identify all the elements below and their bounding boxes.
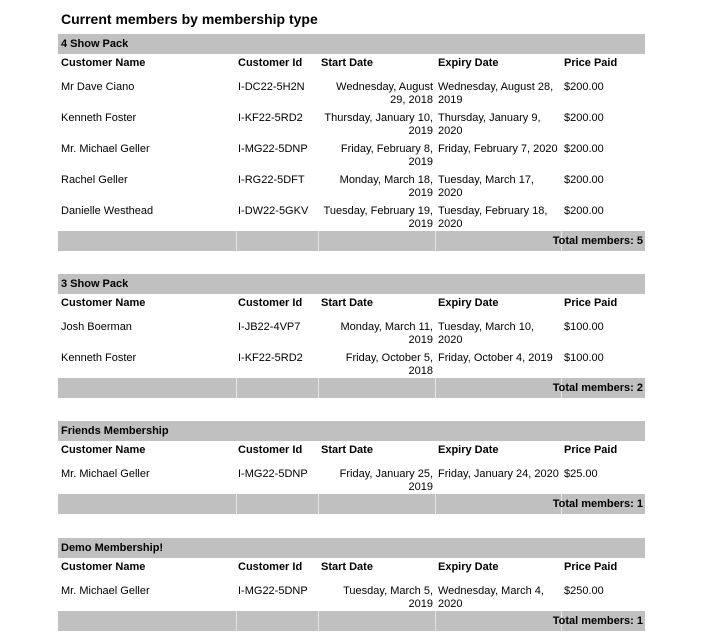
column-header-row bbox=[58, 54, 645, 76]
start-date: Monday, March 18, 2019 bbox=[339, 174, 433, 199]
column-divider bbox=[435, 611, 436, 631]
expiry-date: Tuesday, March 10, 2020 bbox=[438, 321, 534, 346]
customer-name: Danielle Westhead bbox=[61, 205, 154, 217]
column-divider bbox=[435, 231, 436, 251]
column-divider bbox=[318, 378, 319, 398]
total-members-label: Total members: 1 bbox=[552, 498, 643, 510]
customer-name: Kenneth Foster bbox=[61, 352, 137, 364]
start-date: Monday, March 11, 2019 bbox=[340, 321, 433, 346]
customer-id: I-KF22-5RD2 bbox=[238, 112, 303, 124]
column-header-expiry-date: Expiry Date bbox=[438, 57, 499, 69]
table-row bbox=[58, 463, 645, 494]
price-paid: $100.00 bbox=[564, 352, 604, 364]
price-paid: $100.00 bbox=[564, 321, 604, 333]
column-header-row bbox=[58, 294, 645, 316]
membership-group bbox=[58, 421, 645, 514]
expiry-date: Friday, February 7, 2020 bbox=[438, 143, 558, 155]
column-divider bbox=[435, 378, 436, 398]
column-divider bbox=[236, 611, 237, 631]
column-header-customer-id: Customer Id bbox=[238, 57, 303, 69]
expiry-date: Thursday, January 9, 2020 bbox=[438, 112, 541, 137]
table-row bbox=[58, 316, 645, 347]
column-header-customer-id: Customer Id bbox=[238, 444, 303, 456]
column-header-expiry-date: Expiry Date bbox=[438, 444, 499, 456]
start-date: Friday, February 8, 2019 bbox=[340, 143, 433, 168]
price-paid: $200.00 bbox=[564, 143, 604, 155]
column-header-row bbox=[58, 441, 645, 463]
report-title: Current members by membership type bbox=[61, 11, 318, 27]
customer-name: Mr. Michael Geller bbox=[61, 468, 150, 480]
column-header-price-paid: Price Paid bbox=[564, 444, 618, 456]
price-paid: $250.00 bbox=[564, 585, 604, 597]
table-row bbox=[58, 76, 645, 107]
membership-group bbox=[58, 274, 645, 398]
group-total-row bbox=[58, 231, 645, 251]
group-header: Demo Membership! bbox=[58, 538, 645, 558]
expiry-date: Tuesday, March 17, 2020 bbox=[438, 174, 534, 199]
table-row bbox=[58, 200, 645, 231]
price-paid: $200.00 bbox=[564, 174, 604, 186]
customer-name: Rachel Geller bbox=[61, 174, 128, 186]
expiry-date: Friday, January 24, 2020 bbox=[438, 468, 559, 480]
customer-name: Mr. Michael Geller bbox=[61, 143, 150, 155]
column-header-price-paid: Price Paid bbox=[564, 297, 618, 309]
membership-group bbox=[58, 34, 645, 251]
table-row bbox=[58, 138, 645, 169]
table-row bbox=[58, 107, 645, 138]
customer-name: Kenneth Foster bbox=[61, 112, 137, 124]
total-members-label: Total members: 1 bbox=[552, 615, 643, 627]
customer-id: I-MG22-5DNP bbox=[238, 143, 308, 155]
column-header-price-paid: Price Paid bbox=[564, 57, 618, 69]
expiry-date: Wednesday, August 28, 2019 bbox=[438, 81, 554, 106]
group-total-row bbox=[58, 494, 645, 514]
customer-id: I-DC22-5H2N bbox=[238, 81, 305, 93]
column-divider bbox=[318, 231, 319, 251]
total-members-label: Total members: 2 bbox=[552, 382, 643, 394]
group-total-row bbox=[58, 378, 645, 398]
column-header-customer-id: Customer Id bbox=[238, 297, 303, 309]
column-divider bbox=[318, 611, 319, 631]
column-header-customer-name: Customer Name bbox=[61, 561, 146, 573]
customer-id: I-RG22-5DFT bbox=[238, 174, 305, 186]
start-date: Tuesday, March 5, 2019 bbox=[343, 585, 433, 610]
group-header: 4 Show Pack bbox=[58, 34, 645, 54]
customer-id: I-MG22-5DNP bbox=[238, 585, 308, 597]
column-divider bbox=[236, 231, 237, 251]
column-header-expiry-date: Expiry Date bbox=[438, 297, 499, 309]
start-date: Friday, January 25, 2019 bbox=[339, 468, 433, 493]
price-paid: $25.00 bbox=[564, 468, 598, 480]
customer-name: Josh Boerman bbox=[61, 321, 132, 333]
start-date: Tuesday, February 19, 2019 bbox=[323, 205, 433, 230]
table-row bbox=[58, 580, 645, 611]
expiry-date: Friday, October 4, 2019 bbox=[438, 352, 553, 364]
customer-id: I-MG22-5DNP bbox=[238, 468, 308, 480]
price-paid: $200.00 bbox=[564, 81, 604, 93]
price-paid: $200.00 bbox=[564, 205, 604, 217]
start-date: Wednesday, August 29, 2018 bbox=[336, 81, 433, 106]
customer-id: I-JB22-4VP7 bbox=[238, 321, 301, 333]
column-divider bbox=[318, 494, 319, 514]
group-header: Friends Membership bbox=[58, 421, 645, 441]
start-date: Friday, October 5, 2018 bbox=[345, 352, 433, 377]
membership-group bbox=[58, 538, 645, 631]
table-row bbox=[58, 347, 645, 378]
column-header-start-date: Start Date bbox=[321, 57, 373, 69]
column-header-row bbox=[58, 558, 645, 580]
column-divider bbox=[435, 494, 436, 514]
column-divider bbox=[236, 378, 237, 398]
column-header-price-paid: Price Paid bbox=[564, 561, 618, 573]
customer-name: Mr Dave Ciano bbox=[61, 81, 135, 93]
price-paid: $200.00 bbox=[564, 112, 604, 124]
expiry-date: Tuesday, February 18, 2020 bbox=[438, 205, 548, 230]
column-header-customer-id: Customer Id bbox=[238, 561, 303, 573]
column-header-expiry-date: Expiry Date bbox=[438, 561, 499, 573]
column-header-start-date: Start Date bbox=[321, 444, 373, 456]
column-header-customer-name: Customer Name bbox=[61, 57, 146, 69]
table-row bbox=[58, 169, 645, 200]
start-date: Thursday, January 10, 2019 bbox=[324, 112, 433, 137]
customer-id: I-KF22-5RD2 bbox=[238, 352, 303, 364]
group-total-row bbox=[58, 611, 645, 631]
customer-name: Mr. Michael Geller bbox=[61, 585, 150, 597]
expiry-date: Wednesday, March 4, 2020 bbox=[438, 585, 544, 610]
total-members-label: Total members: 5 bbox=[552, 235, 643, 247]
column-header-start-date: Start Date bbox=[321, 297, 373, 309]
column-header-start-date: Start Date bbox=[321, 561, 373, 573]
group-header: 3 Show Pack bbox=[58, 274, 645, 294]
column-header-customer-name: Customer Name bbox=[61, 444, 146, 456]
customer-id: I-DW22-5GKV bbox=[238, 205, 309, 217]
column-divider bbox=[236, 494, 237, 514]
column-header-customer-name: Customer Name bbox=[61, 297, 146, 309]
